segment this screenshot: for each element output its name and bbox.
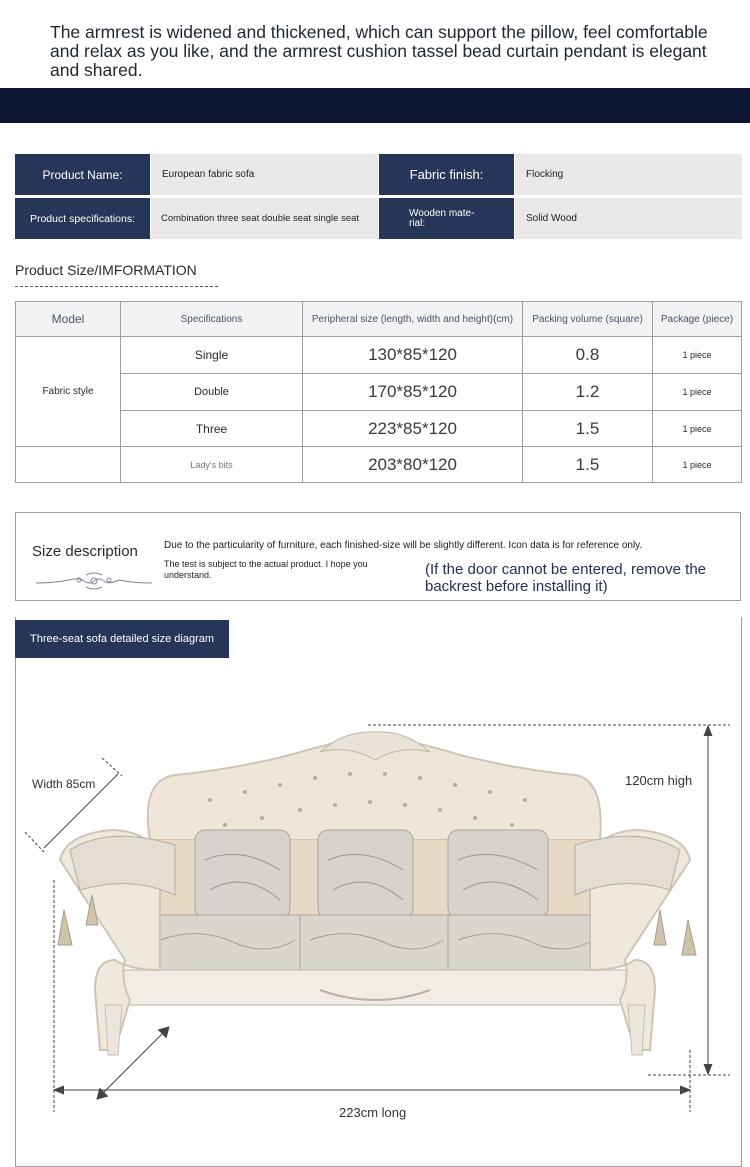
table-row-package: 1 piece: [652, 446, 742, 483]
header-model: Model: [15, 301, 121, 337]
table-row-size: 170*85*120: [302, 373, 523, 411]
size-description-title: Size description: [32, 543, 138, 560]
header-packing-volume: Packing volume (square): [522, 301, 653, 337]
table-row-volume: 1.2: [522, 373, 653, 411]
product-name-value: European fabric sofa: [151, 154, 378, 195]
table-row-spec: Single: [120, 336, 303, 374]
intro-text: The armrest is widened and thickened, which can support the pillow, feel comfortable and relax as you like, and the armrest cushion tassel bead curtain pendant is elegant and shared.: [50, 22, 708, 80]
specs-label: Product specifications:: [15, 198, 150, 239]
description-line-2: The test is subject to the actual product. I hope you understand.: [164, 559, 368, 580]
height-label: 120cm high: [625, 773, 693, 788]
fabric-finish-value: Flocking: [515, 154, 742, 195]
table-row-volume: 1.5: [522, 410, 653, 447]
wood-value: Solid Wood: [515, 198, 742, 239]
diagram-tag: Three-seat sofa detailed size diagram: [15, 620, 229, 658]
description-line-1: Due to the particularity of furniture, each finished-size will be slightly different. Icon data is for reference only.: [164, 540, 643, 551]
description-line-3: (If the door cannot be entered, remove the backrest before installing it): [425, 561, 707, 595]
table-row-package: 1 piece: [652, 410, 742, 447]
model-fabric-style: Fabric style: [15, 336, 121, 447]
table-row-volume: 0.8: [522, 336, 653, 374]
table-row-size: 203*80*120: [302, 446, 523, 483]
size-heading: Product Size/IMFORMATION: [15, 262, 197, 278]
table-row-spec: Lady's bits: [120, 446, 303, 483]
table-row-size: 130*85*120: [302, 336, 523, 374]
table-row-volume: 1.5: [522, 446, 653, 483]
table-row-spec: Double: [120, 373, 303, 411]
table-row-package: 1 piece: [652, 373, 742, 411]
header-band: [0, 88, 750, 123]
sofa-illustration: [0, 660, 750, 1160]
table-row-size: 223*85*120: [302, 410, 523, 447]
length-label: 223cm long: [339, 1105, 407, 1120]
header-specifications: Specifications: [120, 301, 303, 337]
table-row-spec: Three: [120, 410, 303, 447]
fabric-finish-label: Fabric finish:: [379, 154, 514, 195]
header-peripheral-size: Peripheral size (length, width and height)(cm): [302, 301, 523, 337]
wood-label: Wooden mate-rial:: [379, 198, 514, 239]
table-row-package: 1 piece: [652, 336, 742, 374]
specs-value: Combination three seat double seat single seat: [151, 198, 378, 239]
ornament-icon: [34, 571, 154, 591]
model-empty: [15, 446, 121, 483]
width-label: Width 85cm: [32, 777, 96, 791]
spec-table: [15, 301, 742, 483]
product-name-label: Product Name:: [15, 154, 150, 195]
sofa-shape: [58, 732, 696, 1055]
size-description-box: [15, 512, 741, 601]
header-package: Package (piece): [652, 301, 742, 337]
heading-underline: [15, 286, 218, 287]
